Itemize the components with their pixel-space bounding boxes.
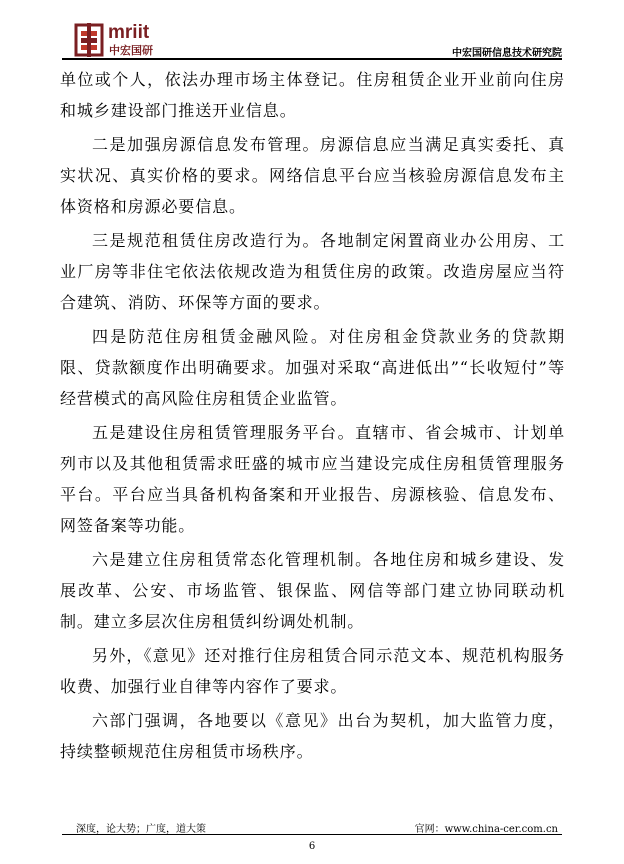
- company-logo: [74, 21, 184, 61]
- paragraph-item-4: 四是防范住房租赁金融风险。对住房租金贷款业务的贷款期限、贷款额度作出明确要求。加强对采取“高进低出”“长收短付”等经营模式的高风险住房租赁企业监管。: [60, 327, 565, 408]
- paragraph-additional: 另外，《意见》还对推行住房租赁合同示范文本、规范机构服务收费、加强行业自律等内容作了要求。: [60, 646, 565, 696]
- footer-website: 官网：www.china-cer.com.cn: [414, 824, 558, 835]
- logo-brand-text: mriit: [108, 22, 150, 43]
- paragraph-continuation: 单位或个人，依法办理市场主体登记。住房租赁企业开业前向住房和城乡建设部门推送开业信息。: [60, 70, 565, 120]
- paragraph-item-3: 三是规范租赁住房改造行为。各地制定闲置商业办公用房、工业厂房等非住宅依法依规改造为租赁住房的政策。改造房屋应当符合建筑、消防、环保等方面的要求。: [60, 231, 565, 312]
- logo-mark-icon: [74, 23, 104, 57]
- page-number: 6: [308, 841, 316, 852]
- paragraph-item-5: 五是建设住房租赁管理服务平台。直辖市、省会城市、计划单列市以及其他租赁需求旺盛的城市应当建设完成住房租赁管理服务平台。平台应当具备机构备案和开业报告、房源核验、信息发布、网签备案等功能。: [60, 423, 565, 535]
- document-body: [60, 64, 565, 767]
- header-divider: [62, 58, 562, 60]
- footer-divider: [62, 834, 562, 835]
- header-title: 中宏国研信息技术研究院: [452, 48, 562, 59]
- paragraph-item-2: 二是加强房源信息发布管理。房源信息应当满足真实委托、真实状况、真实价格的要求。网络信息平台应当核验房源信息发布主体资格和房源必要信息。: [60, 135, 565, 216]
- footer-slogan: 深度，论大势；广度，道大策: [76, 824, 206, 835]
- logo-chinese-name: 中宏国研: [109, 44, 153, 57]
- paragraph-conclusion: 六部门强调，各地要以《意见》出台为契机，加大监管力度，持续整顿规范住房租赁市场秩序。: [60, 711, 565, 761]
- paragraph-item-6: 六是建立住房租赁常态化管理机制。各地住房和城乡建设、发展改革、公安、市场监管、银保监、网信等部门建立协同联动机制。建立多层次住房租赁纠纷调处机制。: [60, 550, 565, 631]
